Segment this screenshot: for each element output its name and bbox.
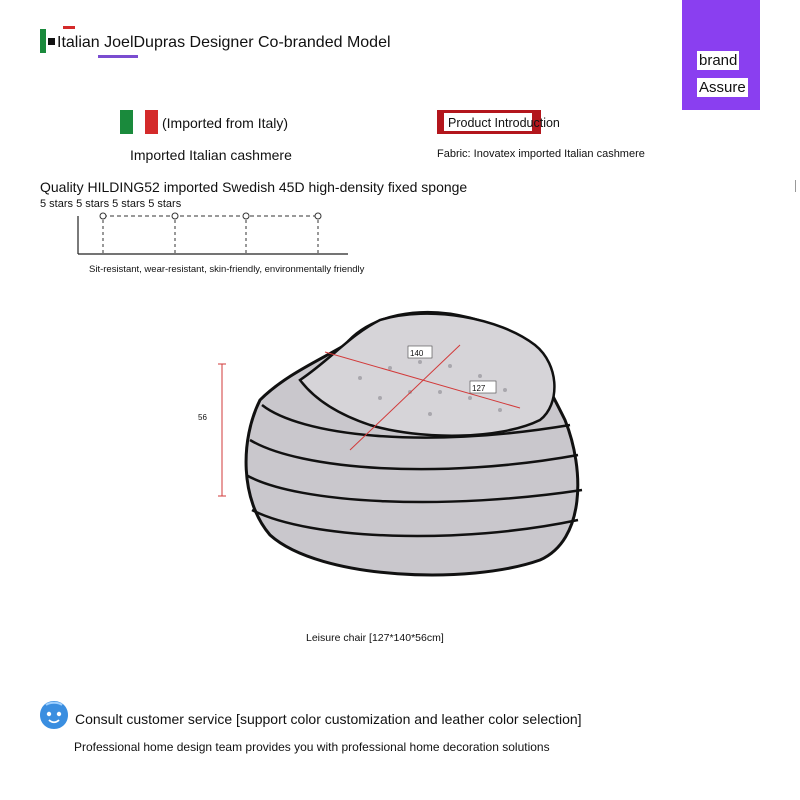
consult-title: Consult customer service [support color customization and leather color selection] [75,711,582,727]
italy-flag-icon [120,110,158,134]
dim-height-label: 56 [198,413,207,422]
product-caption: Leisure chair [127*140*56cm] [306,632,444,644]
features-label: Sit-resistant, wear-resistant, skin-friendly, environmentally friendly [89,264,365,275]
leisure-chair-illustration [195,290,595,590]
consult-subtitle: Professional home design team provides you with professional home decoration solutions [74,740,550,754]
stars-rating: 5 stars 5 stars 5 stars 5 stars [40,198,182,210]
title-underline [98,55,138,58]
header-bullet [48,38,55,45]
chat-bubble-icon[interactable] [38,699,70,731]
header-accent [63,26,75,29]
rating-diagram [70,208,360,260]
origin-label: (Imported from Italy) [162,115,289,131]
dim-width-label: 127 [472,384,486,393]
material-label: Imported Italian cashmere [130,147,292,163]
header-flag-mark [40,29,46,53]
edge-tick [795,180,796,192]
page-title: Italian JoelDupras Designer Co-branded Model [57,34,391,51]
assure-label: Assure [699,79,746,96]
fabric-label: Fabric: Inovatex imported Italian cashmere [437,148,645,160]
intro-label: Product Introduction [448,116,560,130]
brand-label: brand [699,52,738,69]
quality-title: Quality HILDING52 imported Swedish 45D high-density fixed sponge [40,179,468,195]
dim-length-label: 140 [410,349,424,358]
